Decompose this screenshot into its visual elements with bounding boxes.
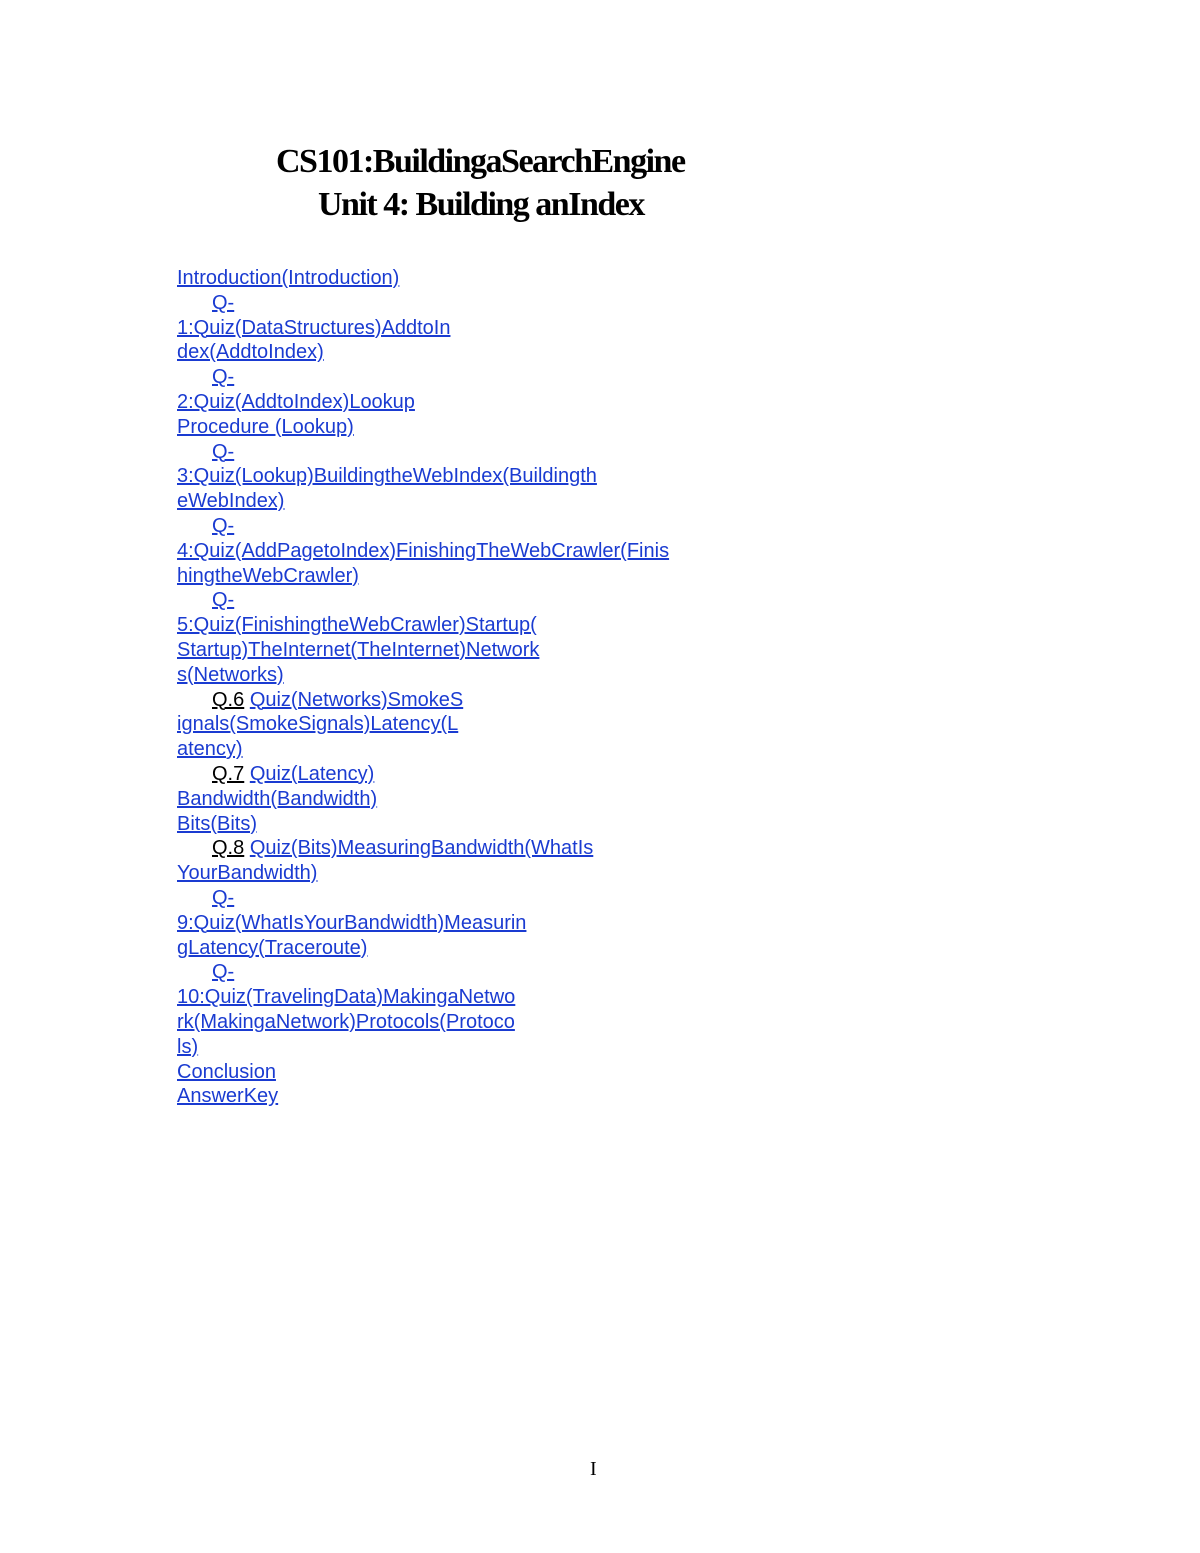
toc-link-networks[interactable]: s(Networks): [177, 663, 284, 686]
toc-line: [177, 390, 897, 415]
table-of-contents: [177, 266, 897, 1109]
toc-link-q2-marker[interactable]: Q-: [212, 366, 235, 389]
toc-link-protocols[interactable]: ls): [177, 1035, 199, 1058]
toc-link-building-web-index[interactable]: eWebIndex): [177, 490, 285, 513]
toc-line: [177, 588, 897, 613]
toc-line: [177, 464, 897, 489]
toc-link-answer-key[interactable]: AnswerKey: [177, 1085, 279, 1108]
toc-link-q2[interactable]: 2:Quiz(AddtoIndex)Lookup: [177, 390, 415, 413]
toc-link-q9-marker[interactable]: Q-: [212, 886, 235, 909]
toc-line: [177, 787, 897, 812]
toc-link-startup-internet[interactable]: Startup)TheInternet(TheInternet)Network: [177, 638, 540, 661]
toc-line: [177, 911, 897, 936]
toc-link-q1-marker[interactable]: Q-: [212, 291, 235, 314]
toc-link-your-bandwidth[interactable]: YourBandwidth): [177, 862, 318, 885]
toc-line: [177, 489, 897, 514]
toc-link-q3[interactable]: 3:Quiz(Lookup)BuildingtheWebIndex(Buildingth: [177, 465, 597, 488]
toc-line: [177, 663, 897, 688]
toc-link-q8[interactable]: Quiz(Bits)MeasuringBandwidth(WhatIs: [249, 837, 594, 860]
toc-line: [177, 564, 897, 589]
toc-link-q4[interactable]: 4:Quiz(AddPagetoIndex)FinishingTheWebCrawler(Finis: [177, 539, 670, 562]
toc-line: [177, 688, 897, 713]
toc-line: [177, 613, 897, 638]
toc-line: [177, 836, 897, 861]
toc-line: [177, 886, 897, 911]
document-subtitle: Unit 4: Building anIndex: [318, 186, 644, 223]
toc-line: [177, 340, 897, 365]
toc-link-finishing-web-crawler[interactable]: hingtheWebCrawler): [177, 564, 359, 587]
toc-line: [177, 737, 897, 762]
toc-link-q4-marker[interactable]: Q-: [212, 514, 235, 537]
q8-label: Q.8: [212, 837, 245, 860]
toc-line: [177, 365, 897, 390]
toc-line: [177, 539, 897, 564]
toc-link-q7[interactable]: Quiz(Latency): [249, 762, 375, 785]
toc-link-conclusion[interactable]: Conclusion: [177, 1060, 276, 1083]
toc-line: [177, 638, 897, 663]
toc-link-measuring-latency[interactable]: gLatency(Traceroute): [177, 936, 368, 959]
toc-line: [177, 1060, 897, 1085]
toc-link-lookup-procedure[interactable]: Procedure (Lookup): [177, 415, 354, 438]
toc-line: [177, 440, 897, 465]
toc-line: [177, 712, 897, 737]
q7-label: Q.7: [212, 762, 245, 785]
toc-line: [177, 812, 897, 837]
document-title: CS101:BuildingaSearchEngine: [276, 143, 685, 180]
toc-link-q10-marker[interactable]: Q-: [212, 961, 235, 984]
toc-link-q3-marker[interactable]: Q-: [212, 440, 235, 463]
toc-link-bits[interactable]: Bits(Bits): [177, 812, 257, 835]
toc-line: [177, 415, 897, 440]
toc-line: [177, 266, 897, 291]
toc-link-q5-marker[interactable]: Q-: [212, 589, 235, 612]
toc-line: [177, 1084, 897, 1109]
toc-line: [177, 514, 897, 539]
toc-line: [177, 861, 897, 886]
toc-link-bandwidth[interactable]: Bandwidth(Bandwidth): [177, 787, 378, 810]
page-number: I: [590, 1458, 597, 1480]
toc-link-q5[interactable]: 5:Quiz(FinishingtheWebCrawler)Startup(: [177, 614, 537, 637]
toc-line: [177, 1010, 897, 1035]
toc-link-q6[interactable]: Quiz(Networks)SmokeS: [249, 688, 464, 711]
toc-link-q10[interactable]: 10:Quiz(TravelingData)MakingaNetwo: [177, 986, 516, 1009]
toc-link-q9[interactable]: 9:Quiz(WhatIsYourBandwidth)Measurin: [177, 911, 527, 934]
toc-link-q1[interactable]: 1:Quiz(DataStructures)AddtoIn: [177, 316, 451, 339]
toc-line: [177, 1035, 897, 1060]
toc-link-introduction[interactable]: Introduction(Introduction): [177, 267, 400, 289]
toc-line: [177, 936, 897, 961]
toc-line: [177, 291, 897, 316]
q6-label: Q.6: [212, 688, 245, 711]
toc-line: [177, 985, 897, 1010]
toc-line: [177, 960, 897, 985]
toc-link-smoke-signals[interactable]: ignals(SmokeSignals)Latency(L: [177, 713, 459, 736]
toc-link-add-to-index[interactable]: dex(AddtoIndex): [177, 341, 324, 364]
toc-link-latency[interactable]: atency): [177, 738, 243, 761]
toc-link-making-network[interactable]: rk(MakingaNetwork)Protocols(Protoco: [177, 1010, 515, 1033]
toc-line: [177, 762, 897, 787]
toc-line: [177, 316, 897, 341]
